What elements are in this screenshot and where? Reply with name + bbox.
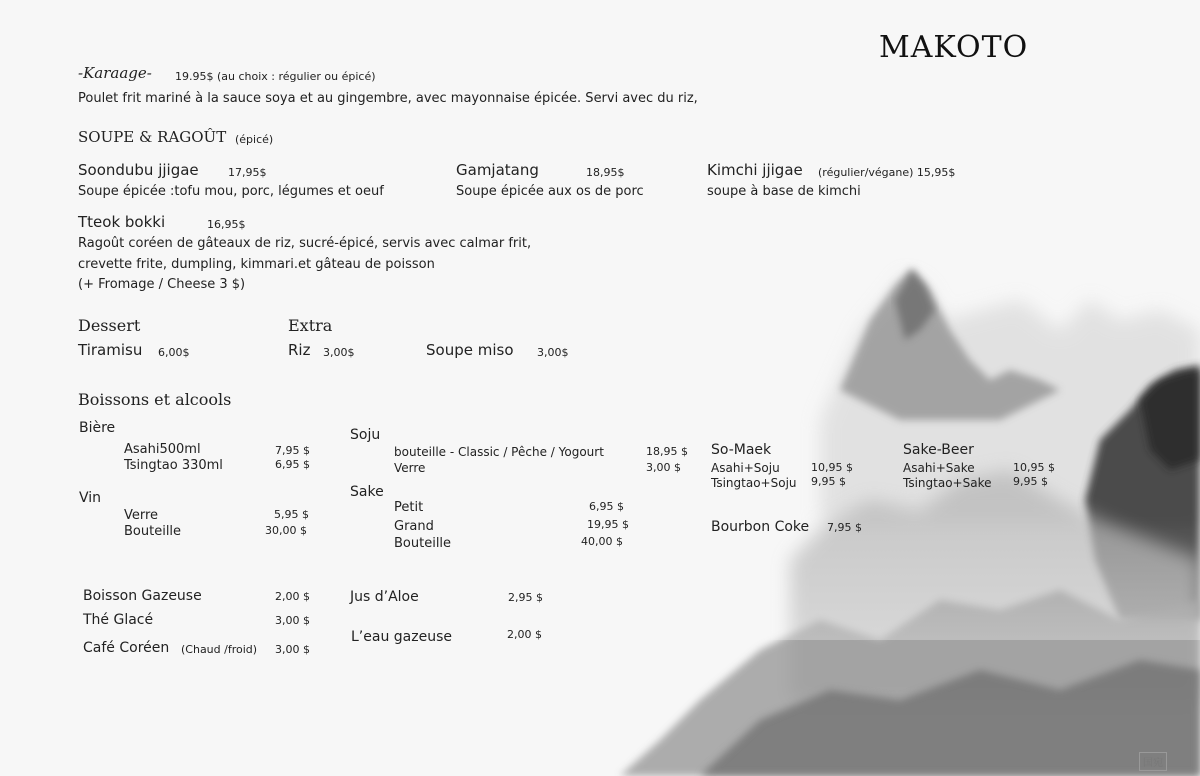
jus-aloe-name: Jus d’Aloe (350, 589, 419, 605)
sakebeer-title: Sake-Beer (903, 442, 974, 458)
soju-title: Soju (350, 427, 381, 443)
dessert-title: Dessert (78, 316, 141, 335)
cafe-coreen-name: Café Coréen (83, 640, 170, 656)
sake-item-price: 40,00 $ (581, 535, 623, 548)
gamjatang-price: 18,95$ (586, 166, 625, 179)
biere-item-name: Asahi500ml (124, 442, 201, 457)
tiramisu-name: Tiramisu (78, 341, 143, 359)
vin-item-name: Bouteille (124, 524, 182, 539)
soju-item-price: 18,95 $ (646, 445, 688, 458)
tteok-description-2: crevette frite, dumpling, kimmari.et gâteau de poisson (78, 257, 435, 272)
kimchi-name: Kimchi jjigae (707, 161, 803, 179)
eau-gazeuse-name: L’eau gazeuse (351, 629, 452, 645)
soupe-section-note: (épicé) (235, 133, 274, 146)
vin-title: Vin (79, 490, 102, 506)
sake-item-name: Bouteille (394, 536, 452, 551)
soju-item-price: 3,00 $ (646, 461, 681, 474)
soondubu-description: Soupe épicée :tofu mou, porc, légumes et oeuf (78, 184, 384, 199)
gamjatang-description: Soupe épicée aux os de porc (456, 184, 644, 199)
the-glace-name: Thé Glacé (83, 612, 154, 628)
sake-item-name: Petit (394, 500, 424, 515)
riz-name: Riz (288, 341, 311, 359)
miso-name: Soupe miso (426, 341, 514, 359)
kimchi-description: soupe à base de kimchi (707, 184, 861, 199)
sakebeer-item-price: 9,95 $ (1013, 475, 1048, 488)
biere-item-name: Tsingtao 330ml (124, 458, 223, 473)
sakebeer-item-name: Asahi+Sake (903, 461, 975, 475)
the-glace-price: 3,00 $ (275, 614, 310, 627)
somaek-item-name: Asahi+Soju (711, 461, 780, 475)
biere-title: Bière (79, 420, 116, 436)
vin-item-price: 5,95 $ (274, 508, 309, 521)
tteok-description-1: Ragoût coréen de gâteaux de riz, sucré-épicé, servis avec calmar frit, (78, 236, 532, 251)
sake-title: Sake (350, 484, 384, 500)
tteok-price: 16,95$ (207, 218, 246, 231)
soupe-section-title: SOUPE & RAGOÛT (78, 128, 227, 146)
cafe-coreen-price: 3,00 $ (275, 643, 310, 656)
tiramisu-price: 6,00$ (158, 346, 190, 359)
soju-item-name: bouteille - Classic / Pêche / Yogourt (394, 445, 604, 459)
sakebeer-item-price: 10,95 $ (1013, 461, 1055, 474)
biere-item-price: 6,95 $ (275, 458, 310, 471)
jus-aloe-price: 2,95 $ (508, 591, 543, 604)
vin-item-price: 30,00 $ (265, 524, 307, 537)
seal-stamp: 国宛 (1139, 752, 1167, 771)
soondubu-price: 17,95$ (228, 166, 267, 179)
somaek-item-name: Tsingtao+Soju (711, 476, 797, 490)
biere-item-price: 7,95 $ (275, 444, 310, 457)
bourbon-price: 7,95 $ (827, 521, 862, 534)
vin-item-name: Verre (124, 508, 159, 523)
bourbon-name: Bourbon Coke (711, 519, 810, 535)
boisson-gazeuse-name: Boisson Gazeuse (83, 588, 202, 604)
cafe-coreen-note: (Chaud /froid) (181, 643, 258, 656)
sake-item-name: Grand (394, 519, 434, 534)
karaage-title: -Karaage- (78, 64, 152, 82)
boissons-title: Boissons et alcools (78, 390, 232, 409)
somaek-item-price: 10,95 $ (811, 461, 853, 474)
gamjatang-name: Gamjatang (456, 161, 539, 179)
sakebeer-item-name: Tsingtao+Sake (903, 476, 992, 490)
sake-item-price: 19,95 $ (587, 518, 629, 531)
karaage-description: Poulet frit mariné à la sauce soya et au gingembre, avec mayonnaise épicée. Servi avec du riz, (78, 91, 698, 106)
kimchi-price: (régulier/végane) 15,95$ (818, 166, 956, 179)
eau-gazeuse-price: 2,00 $ (507, 628, 542, 641)
karaage-price: 19.95$ (au choix : régulier ou épicé) (175, 70, 376, 83)
somaek-title: So-Maek (711, 442, 772, 458)
extra-title: Extra (288, 316, 333, 335)
soju-item-name: Verre (394, 461, 426, 475)
tteok-name: Tteok bokki (78, 213, 166, 231)
boisson-gazeuse-price: 2,00 $ (275, 590, 310, 603)
tteok-description-3: (+ Fromage / Cheese 3 $) (78, 277, 246, 292)
sake-item-price: 6,95 $ (589, 500, 624, 513)
riz-price: 3,00$ (323, 346, 355, 359)
soondubu-name: Soondubu jjigae (78, 161, 199, 179)
miso-price: 3,00$ (537, 346, 569, 359)
restaurant-logo: MAKOTO (879, 30, 1029, 65)
somaek-item-price: 9,95 $ (811, 475, 846, 488)
